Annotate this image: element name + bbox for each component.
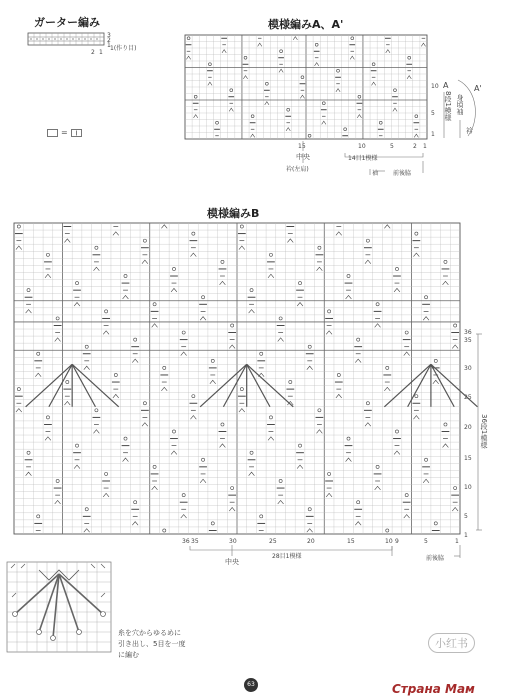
legend-empty-square xyxy=(47,129,59,138)
decrease-symbol xyxy=(394,288,400,292)
yarn-over-symbol xyxy=(17,225,20,228)
decrease-symbol xyxy=(268,437,274,441)
yarn-over-symbol xyxy=(394,89,397,92)
yarn-over-symbol xyxy=(240,225,243,228)
pattern-b-row-20: 20 xyxy=(464,424,472,431)
yarn-over-symbol xyxy=(75,444,78,447)
yarn-over-symbol xyxy=(408,56,411,59)
pattern-b-col-35: 35 xyxy=(191,538,199,545)
decrease-symbol xyxy=(181,352,187,356)
decrease-symbol xyxy=(243,76,247,79)
yarn-over-symbol xyxy=(269,253,272,256)
pattern-a-front-back: 前後脇 xyxy=(393,170,412,177)
yarn-over-symbol xyxy=(163,529,166,532)
decrease-symbol xyxy=(171,451,177,455)
decrease-symbol xyxy=(186,56,190,59)
yarn-over-symbol xyxy=(415,232,418,235)
decrease-symbol xyxy=(421,43,425,46)
decrease-symbol xyxy=(132,359,138,363)
decrease-symbol xyxy=(16,409,22,413)
yarn-over-symbol xyxy=(250,289,253,292)
decrease-symbol xyxy=(45,437,51,441)
decrease-symbol xyxy=(384,387,390,391)
yarn-over-symbol xyxy=(27,451,30,454)
yarn-over-symbol xyxy=(322,102,325,105)
pattern-b-row-5: 5 xyxy=(464,513,468,520)
decrease-symbol xyxy=(94,430,100,434)
yarn-over-symbol xyxy=(208,63,211,66)
decrease-symbol xyxy=(229,507,235,511)
pattern-a-label-a: A xyxy=(443,81,449,90)
pattern-b-col-36: 36 xyxy=(182,538,190,545)
yarn-over-symbol xyxy=(405,331,408,334)
decrease-symbol xyxy=(142,260,148,264)
decrease-symbol xyxy=(200,479,206,483)
decrease-symbol xyxy=(278,500,284,504)
yarn-over-symbol xyxy=(202,296,205,299)
pattern-a-label-a-prime: A' xyxy=(474,84,482,93)
yarn-over-symbol xyxy=(279,479,282,482)
decrease-symbol xyxy=(322,121,326,124)
garter-row-1: 1 xyxy=(107,42,111,49)
yarn-over-symbol xyxy=(434,522,437,525)
decrease-symbol xyxy=(350,56,354,59)
decrease-symbol xyxy=(293,37,297,40)
note-line-1: 糸を穴からゆるめに xyxy=(118,629,181,637)
yarn-over-symbol xyxy=(454,324,457,327)
decrease-symbol xyxy=(16,246,22,250)
yarn-over-symbol xyxy=(328,310,331,313)
decrease-symbol xyxy=(404,352,410,356)
yarn-over-symbol xyxy=(444,260,447,263)
decrease-symbol xyxy=(413,416,419,420)
decrease-symbol xyxy=(249,310,255,314)
pattern-b-front-back: 前後脇 xyxy=(426,555,445,562)
yarn-over-symbol xyxy=(308,134,311,137)
yarn-over-symbol xyxy=(279,317,282,320)
yarn-over-symbol xyxy=(379,121,382,124)
yarn-over-symbol xyxy=(318,409,321,412)
yarn-over-symbol xyxy=(260,515,263,518)
pattern-a-collar-left-shoulder: 衿(左肩) xyxy=(286,166,309,173)
yarn-over-symbol xyxy=(95,409,98,412)
yarn-over-symbol xyxy=(85,345,88,348)
decrease-symbol xyxy=(94,267,100,271)
yarn-over-symbol xyxy=(298,282,301,285)
pattern-a-sleeve: 袖 xyxy=(372,170,379,177)
page-number: 63 xyxy=(247,681,255,688)
yarn-over-symbol xyxy=(454,487,457,490)
yarn-over-symbol xyxy=(344,128,347,131)
yarn-over-symbol xyxy=(444,423,447,426)
decrease-symbol xyxy=(250,134,254,137)
decrease-symbol xyxy=(26,472,32,476)
pattern-a-body-sleeve: 身頃袖 xyxy=(456,94,464,115)
decrease-symbol xyxy=(365,423,371,427)
yarn-over-symbol xyxy=(163,366,166,369)
yarn-over-symbol xyxy=(143,402,146,405)
yarn-over-symbol xyxy=(269,416,272,419)
decrease-symbol xyxy=(249,472,255,476)
decrease-symbol xyxy=(384,225,390,229)
yarn-over-symbol xyxy=(308,345,311,348)
decrease-symbol xyxy=(265,102,269,105)
decrease-symbol xyxy=(278,338,284,342)
decrease-symbol xyxy=(84,366,90,370)
yarn-over-symbol xyxy=(287,108,290,111)
yarn-over-symbol xyxy=(308,508,311,511)
pattern-b-rows-label: 36段1模様 xyxy=(480,414,488,449)
watermark-badge: 小红书 xyxy=(428,633,475,653)
pattern-b-col-10: 10 xyxy=(385,538,393,545)
yarn-over-symbol xyxy=(211,522,214,525)
yarn-over-symbol xyxy=(315,43,318,46)
pattern-a-row-1: 1 xyxy=(431,131,435,138)
yarn-over-symbol xyxy=(328,472,331,475)
yarn-over-symbol xyxy=(216,121,219,124)
decrease-symbol xyxy=(317,430,323,434)
decrease-symbol xyxy=(375,486,381,490)
yarn-over-symbol xyxy=(182,494,185,497)
pattern-b-center: 中央 xyxy=(225,558,239,566)
decrease-symbol xyxy=(300,95,304,98)
decrease-symbol xyxy=(64,401,70,405)
decrease-symbol xyxy=(297,465,303,469)
pattern-a-col-15: 15 xyxy=(298,143,306,150)
decrease-symbol xyxy=(452,507,458,511)
garter-title: ガーター編み xyxy=(34,16,100,29)
decrease-symbol xyxy=(346,295,352,299)
pattern-b-row-1: 1 xyxy=(464,532,468,539)
decrease-symbol xyxy=(45,274,51,278)
yarn-over-symbol xyxy=(347,437,350,440)
decrease-symbol xyxy=(315,63,319,66)
pattern-b-row-10: 10 xyxy=(464,484,472,491)
yarn-over-symbol xyxy=(143,239,146,242)
decrease-symbol xyxy=(394,451,400,455)
decrease-symbol xyxy=(287,239,293,243)
yarn-over-symbol xyxy=(351,37,354,40)
watermark-logo: Страна Мам xyxy=(392,682,475,696)
pattern-b-repeat: 28目1模様 xyxy=(272,553,302,560)
pattern-a-center: 中央 xyxy=(296,153,310,161)
yarn-over-symbol xyxy=(250,451,253,454)
decrease-symbol xyxy=(200,317,206,321)
decrease-symbol xyxy=(84,529,90,533)
decrease-symbol xyxy=(171,288,177,292)
yarn-over-symbol xyxy=(358,95,361,98)
decrease-symbol xyxy=(258,43,262,46)
yarn-over-symbol xyxy=(395,267,398,270)
decrease-symbol xyxy=(229,345,235,349)
yarn-over-symbol xyxy=(231,324,234,327)
pattern-b-row-36: 36 xyxy=(464,329,472,336)
decrease-symbol xyxy=(386,50,390,53)
yarn-over-symbol xyxy=(357,501,360,504)
yarn-over-symbol xyxy=(386,529,389,532)
garter-row-2: 2 xyxy=(107,37,111,44)
decrease-symbol xyxy=(307,366,313,370)
yarn-over-symbol xyxy=(85,508,88,511)
pattern-b-col-15: 15 xyxy=(347,538,355,545)
note-line-2: 引き出し、5目を一度 xyxy=(118,640,186,648)
yarn-over-symbol xyxy=(240,388,243,391)
decrease-symbol xyxy=(443,444,449,448)
yarn-over-symbol xyxy=(134,501,137,504)
pattern-a-repeat: 14目1模様 xyxy=(348,155,378,162)
decrease-symbol xyxy=(229,108,233,111)
decrease-symbol xyxy=(181,515,187,519)
pattern-b-row-35: 35 xyxy=(464,337,472,344)
yarn-over-symbol xyxy=(202,458,205,461)
yarn-over-symbol xyxy=(337,69,340,72)
yarn-over-symbol xyxy=(376,303,379,306)
yarn-over-symbol xyxy=(230,89,233,92)
yarn-over-symbol xyxy=(280,50,283,53)
yarn-over-symbol xyxy=(298,444,301,447)
pattern-a-title: 模様編みA、A' xyxy=(268,18,344,31)
pattern-a-collar: 衿 xyxy=(466,127,473,135)
decrease-symbol xyxy=(413,253,419,257)
decrease-symbol xyxy=(286,128,290,131)
yarn-over-symbol xyxy=(27,289,30,292)
yarn-over-symbol xyxy=(221,260,224,263)
yarn-over-symbol xyxy=(376,465,379,468)
pattern-b-col-1: 1 xyxy=(455,538,459,545)
decrease-symbol xyxy=(443,281,449,285)
decrease-symbol xyxy=(55,500,61,504)
decrease-symbol xyxy=(208,82,212,85)
yarn-over-symbol xyxy=(172,267,175,270)
decrease-symbol xyxy=(74,465,80,469)
yarn-over-symbol xyxy=(395,430,398,433)
yarn-over-symbol xyxy=(95,246,98,249)
decrease-symbol xyxy=(142,423,148,427)
yarn-over-symbol xyxy=(182,331,185,334)
decrease-symbol xyxy=(307,529,313,533)
yarn-over-symbol xyxy=(153,465,156,468)
decrease-symbol xyxy=(375,324,381,328)
pattern-a-row-5: 5 xyxy=(431,110,435,117)
yarn-over-symbol xyxy=(372,63,375,66)
yarn-over-symbol xyxy=(124,274,127,277)
yarn-over-symbol xyxy=(172,430,175,433)
garter-chart xyxy=(28,33,108,47)
yarn-over-symbol xyxy=(211,359,214,362)
yarn-over-symbol xyxy=(124,437,127,440)
decrease-symbol xyxy=(210,380,216,384)
yarn-over-symbol xyxy=(66,380,69,383)
yarn-over-symbol xyxy=(153,303,156,306)
decrease-symbol xyxy=(152,486,158,490)
yarn-over-symbol xyxy=(260,352,263,355)
pattern-a-col-2: 2 xyxy=(413,143,417,150)
yarn-over-symbol xyxy=(318,246,321,249)
yarn-over-symbol xyxy=(192,232,195,235)
decrease-symbol xyxy=(336,394,342,398)
pattern-b-col-9: 9 xyxy=(395,538,399,545)
yarn-over-symbol xyxy=(244,56,247,59)
decrease-symbol xyxy=(123,458,129,462)
decrease-symbol xyxy=(279,69,283,72)
decrease-symbol xyxy=(326,331,332,335)
garter-row-3: 3 xyxy=(107,32,111,39)
yarn-over-symbol xyxy=(105,310,108,313)
yarn-over-symbol xyxy=(386,366,389,369)
decrease-symbol xyxy=(220,281,226,285)
yarn-over-symbol xyxy=(231,487,234,490)
decrease-symbol xyxy=(26,310,32,314)
yarn-over-symbol xyxy=(56,479,59,482)
pattern-a-col-5: 5 xyxy=(390,143,394,150)
decrease-symbol xyxy=(433,380,439,384)
decrease-symbol xyxy=(55,338,61,342)
decrease-symbol xyxy=(103,331,109,335)
pattern-a-col-1: 1 xyxy=(423,143,427,150)
garter-cast-on: 1(作り目) xyxy=(110,45,137,52)
yarn-over-symbol xyxy=(46,416,49,419)
yarn-over-symbol xyxy=(17,388,20,391)
yarn-over-symbol xyxy=(366,402,369,405)
yarn-over-symbol xyxy=(405,494,408,497)
yarn-over-symbol xyxy=(434,359,437,362)
decrease-symbol xyxy=(161,225,167,229)
note-line-3: に編む xyxy=(118,651,139,659)
yarn-over-symbol xyxy=(134,338,137,341)
yarn-over-symbol xyxy=(56,317,59,320)
decrease-symbol xyxy=(152,324,158,328)
pattern-a-chart xyxy=(185,35,430,140)
decrease-symbol xyxy=(336,232,342,236)
decrease-symbol xyxy=(113,394,119,398)
decrease-symbol xyxy=(239,246,245,250)
pattern-a-col-10: 10 xyxy=(358,143,366,150)
decrease-symbol xyxy=(74,303,80,307)
yarn-over-symbol xyxy=(301,76,304,79)
pattern-b-col-25: 25 xyxy=(269,538,277,545)
yarn-over-symbol xyxy=(425,296,428,299)
yarn-over-symbol xyxy=(347,274,350,277)
decrease-symbol xyxy=(357,115,361,118)
decrease-symbol xyxy=(161,387,167,391)
decrease-symbol xyxy=(452,345,458,349)
decrease-symbol xyxy=(123,295,129,299)
garter-col-1: 1 xyxy=(99,49,103,56)
decrease-symbol xyxy=(317,267,323,271)
yarn-over-symbol xyxy=(265,82,268,85)
yarn-over-symbol xyxy=(192,395,195,398)
decrease-symbol xyxy=(113,232,119,236)
legend-purl-symbol xyxy=(71,129,83,138)
decrease-symbol xyxy=(404,515,410,519)
yarn-over-symbol xyxy=(357,338,360,341)
decrease-symbol xyxy=(297,303,303,307)
yarn-over-symbol xyxy=(37,352,40,355)
stitch-detail-diagram xyxy=(5,560,115,655)
yarn-over-symbol xyxy=(105,472,108,475)
decrease-symbol xyxy=(423,317,429,321)
pattern-b-chart xyxy=(14,223,462,536)
yarn-over-symbol xyxy=(114,373,117,376)
pattern-b-row-15: 15 xyxy=(464,455,472,462)
yarn-over-symbol xyxy=(337,373,340,376)
pattern-a-side-brackets xyxy=(438,60,488,150)
decrease-symbol xyxy=(407,76,411,79)
decrease-symbol xyxy=(336,89,340,92)
decrease-symbol xyxy=(414,134,418,137)
decrease-symbol xyxy=(371,82,375,85)
yarn-over-symbol xyxy=(194,95,197,98)
pattern-a-row-10: 10 xyxy=(431,83,439,90)
yarn-over-symbol xyxy=(37,515,40,518)
decrease-symbol xyxy=(365,260,371,264)
decrease-symbol xyxy=(239,409,245,413)
pattern-a-rows-label: 8段1模様 xyxy=(444,91,452,121)
decrease-symbol xyxy=(355,359,361,363)
decrease-symbol xyxy=(393,108,397,111)
legend-equals: = xyxy=(61,128,68,137)
decrease-symbol xyxy=(64,239,70,243)
decrease-symbol xyxy=(103,493,109,497)
pattern-b-col-30: 30 xyxy=(229,538,237,545)
yarn-over-symbol xyxy=(46,253,49,256)
yarn-over-symbol xyxy=(425,458,428,461)
yarn-over-symbol xyxy=(187,37,190,40)
decrease-symbol xyxy=(194,115,198,118)
decrease-symbol xyxy=(355,522,361,526)
yarn-over-symbol xyxy=(415,395,418,398)
decrease-symbol xyxy=(35,373,41,377)
garter-col-2: 2 xyxy=(91,49,95,56)
pattern-b-row-30: 30 xyxy=(464,365,472,372)
decrease-symbol xyxy=(346,458,352,462)
pattern-b-title: 模様編みB xyxy=(207,207,260,220)
pattern-b-row-25: 25 xyxy=(464,394,472,401)
yarn-over-symbol xyxy=(251,115,254,118)
yarn-over-symbol xyxy=(289,380,292,383)
yarn-over-symbol xyxy=(221,423,224,426)
pattern-b-col-20: 20 xyxy=(307,538,315,545)
pattern-b-col-5: 5 xyxy=(424,538,428,545)
decrease-symbol xyxy=(268,274,274,278)
decrease-symbol xyxy=(132,522,138,526)
yarn-over-symbol xyxy=(415,115,418,118)
decrease-symbol xyxy=(220,444,226,448)
decrease-symbol xyxy=(423,479,429,483)
decrease-symbol xyxy=(326,493,332,497)
yarn-over-symbol xyxy=(366,239,369,242)
decrease-symbol xyxy=(222,50,226,53)
decrease-symbol xyxy=(190,253,196,257)
yarn-over-symbol xyxy=(75,282,78,285)
decrease-symbol xyxy=(190,416,196,420)
